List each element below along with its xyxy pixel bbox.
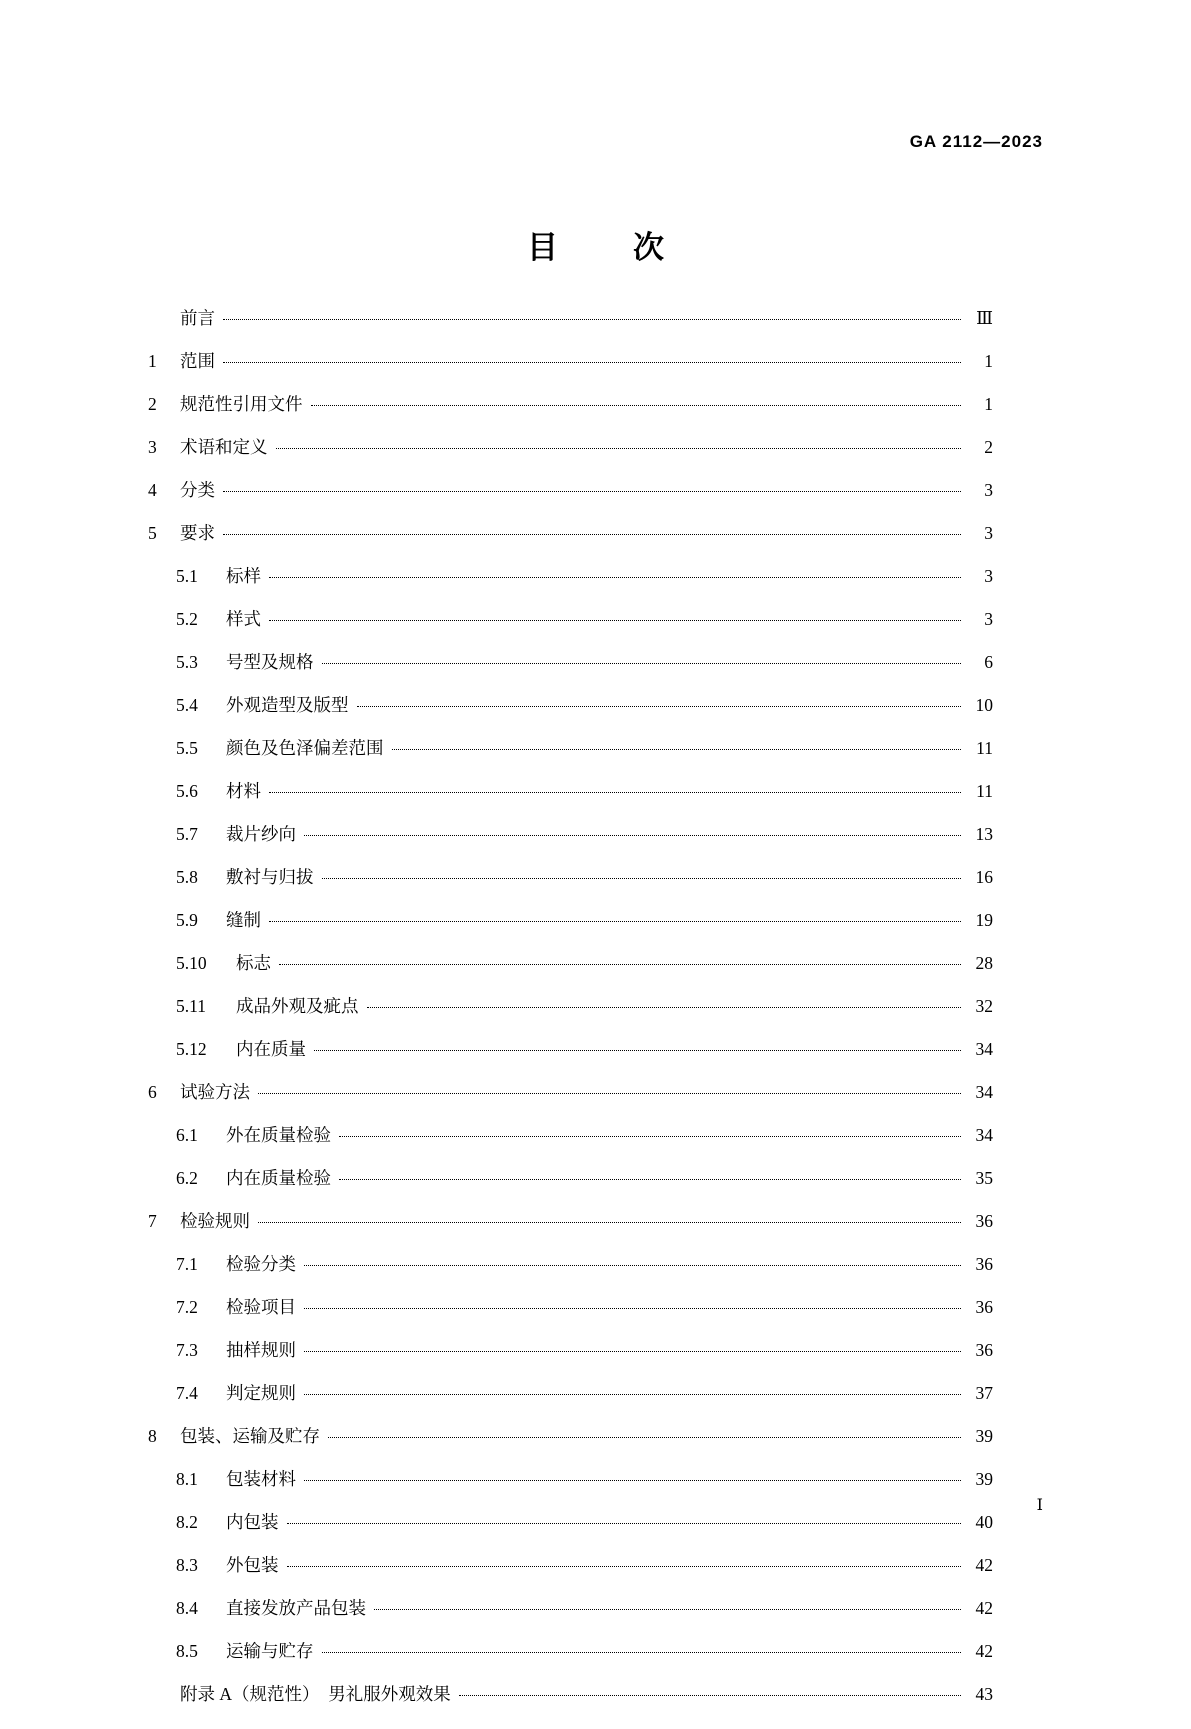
- toc-entry-page: 6: [984, 652, 993, 672]
- toc-entry-label: 标志: [236, 953, 271, 973]
- toc-entry-number: 5.5: [176, 738, 198, 758]
- toc-leader-dots: [314, 1049, 961, 1051]
- toc-entry-page: 3: [984, 609, 993, 629]
- toc-entry[interactable]: [148, 1557, 993, 1600]
- toc-leader-dots: [258, 1221, 961, 1223]
- toc-leader-dots: [287, 1565, 962, 1567]
- toc-entry-page: 36: [975, 1211, 993, 1231]
- toc-entry-page: 36: [975, 1340, 993, 1360]
- toc-entry[interactable]: [148, 1041, 993, 1084]
- toc-entry[interactable]: [148, 1686, 993, 1729]
- toc-leader-dots: [269, 619, 961, 621]
- toc-entry-page: 40: [975, 1512, 993, 1532]
- toc-entry[interactable]: [148, 654, 993, 697]
- toc-leader-dots: [304, 1350, 961, 1352]
- toc-leader-dots: [287, 1522, 962, 1524]
- toc-entry-number: 5.7: [176, 824, 198, 844]
- toc-entry[interactable]: [148, 1084, 993, 1127]
- toc-entry-number: 8.4: [176, 1598, 198, 1618]
- toc-entry[interactable]: [148, 1213, 993, 1256]
- toc-entry-label: 外包装: [226, 1555, 279, 1575]
- toc-entry-page: 13: [975, 824, 993, 844]
- toc-entry-number: 7.2: [176, 1297, 198, 1317]
- toc-entry-page: Ⅲ: [976, 308, 993, 328]
- toc-entry[interactable]: [148, 310, 993, 353]
- toc-entry[interactable]: [148, 998, 993, 1041]
- toc-entry-number: 2: [148, 394, 157, 414]
- toc-leader-dots: [392, 748, 962, 750]
- toc-entry[interactable]: [148, 611, 993, 654]
- toc-entry-page: 3: [984, 523, 993, 543]
- toc-entry-label: 包装材料: [226, 1469, 296, 1489]
- toc-entry-number: 7: [148, 1211, 157, 1231]
- toc-entry-page: 1: [984, 394, 993, 414]
- toc-entry-label: 检验分类: [226, 1254, 296, 1274]
- toc-entry-page: 19: [975, 910, 993, 930]
- toc-leader-dots: [357, 705, 962, 707]
- toc-entry-number: 8.1: [176, 1469, 198, 1489]
- toc-entry-page: 34: [975, 1125, 993, 1145]
- toc-entry-number: 7.3: [176, 1340, 198, 1360]
- toc-entry-number: 1: [148, 351, 157, 371]
- toc-entry[interactable]: [148, 1342, 993, 1385]
- toc-leader-dots: [223, 318, 961, 320]
- toc-leader-dots: [339, 1178, 961, 1180]
- toc-leader-dots: [311, 404, 962, 406]
- toc-entry-page: 36: [975, 1254, 993, 1274]
- toc-entry[interactable]: [148, 568, 993, 611]
- toc-entry-number: 5.6: [176, 781, 198, 801]
- toc-entry-page: 1: [984, 351, 993, 371]
- toc-entry-label: 内在质量检验: [226, 1168, 331, 1188]
- toc-entry-label: 成品外观及疵点: [236, 996, 359, 1016]
- toc-entry[interactable]: [148, 439, 993, 482]
- toc-leader-dots: [374, 1608, 961, 1610]
- toc-entry-number: 5.1: [176, 566, 198, 586]
- toc-entry-page: 34: [975, 1039, 993, 1059]
- toc-entry-label: 缝制: [226, 910, 261, 930]
- toc-entry-number: 6.1: [176, 1125, 198, 1145]
- toc-entry-number: 5: [148, 523, 157, 543]
- toc-entry-label: 标样: [226, 566, 261, 586]
- toc-entry-label: 分类: [180, 480, 215, 500]
- toc-entry[interactable]: [148, 1170, 993, 1213]
- toc-entry[interactable]: [148, 740, 993, 783]
- toc-entry[interactable]: [148, 1600, 993, 1643]
- toc-entry[interactable]: [148, 1127, 993, 1170]
- toc-leader-dots: [367, 1006, 962, 1008]
- toc-leader-dots: [269, 791, 961, 793]
- toc-entry[interactable]: [148, 525, 993, 568]
- toc-entry-page: 3: [984, 566, 993, 586]
- toc-entry-label: 内包装: [226, 1512, 279, 1532]
- toc-entry-label: 判定规则: [226, 1383, 296, 1403]
- toc-entry[interactable]: [148, 1385, 993, 1428]
- toc-leader-dots: [459, 1694, 961, 1696]
- toc-entry-label: 颜色及色泽偏差范围: [226, 738, 384, 758]
- toc-entry-number: 7.4: [176, 1383, 198, 1403]
- toc-entry-page: 39: [975, 1469, 993, 1489]
- toc-entry-label: 规范性引用文件: [180, 394, 303, 414]
- toc-entry-number: 5.9: [176, 910, 198, 930]
- toc-entry-label: 包装、运输及贮存: [180, 1426, 320, 1446]
- toc-leader-dots: [223, 533, 961, 535]
- toc-entry[interactable]: [148, 783, 993, 826]
- toc-entry-label: 前言: [180, 308, 215, 328]
- toc-leader-dots: [304, 834, 961, 836]
- toc-leader-dots: [269, 920, 961, 922]
- toc-entry-label: 检验规则: [180, 1211, 250, 1231]
- toc-entry[interactable]: [148, 869, 993, 912]
- toc-entry[interactable]: [148, 1428, 993, 1471]
- toc-entry[interactable]: [148, 697, 993, 740]
- toc-entry-label: 外观造型及版型: [226, 695, 349, 715]
- toc-entry[interactable]: [148, 955, 993, 998]
- toc-leader-dots: [304, 1264, 961, 1266]
- toc-entry[interactable]: [148, 1471, 993, 1514]
- toc-entry-label: 检验项目: [226, 1297, 296, 1317]
- toc-entry[interactable]: [148, 1256, 993, 1299]
- toc-entry[interactable]: [148, 912, 993, 955]
- toc-entry-label: 运输与贮存: [226, 1641, 314, 1661]
- toc-entry-label: 裁片纱向: [226, 824, 296, 844]
- toc-entry-label: 外在质量检验: [226, 1125, 331, 1145]
- standard-code-header: GA 2112—2023: [909, 132, 1043, 151]
- toc-leader-dots: [223, 361, 961, 363]
- toc-entry-number: 5.4: [176, 695, 198, 715]
- toc-entry-page: 16: [975, 867, 993, 887]
- toc-entry-page: 34: [975, 1082, 993, 1102]
- toc-entry-page: 42: [975, 1641, 993, 1661]
- toc-entry-number: 8.5: [176, 1641, 198, 1661]
- toc-leader-dots: [322, 1651, 962, 1653]
- toc-entry-number: 8.3: [176, 1555, 198, 1575]
- toc-entry[interactable]: [148, 353, 993, 396]
- toc-entry-page: 39: [975, 1426, 993, 1446]
- toc-entry[interactable]: [148, 826, 993, 869]
- toc-leader-dots: [258, 1092, 961, 1094]
- toc-entry-label: 试验方法: [180, 1082, 250, 1102]
- toc-leader-dots: [304, 1393, 961, 1395]
- toc-entry[interactable]: [148, 1514, 993, 1557]
- toc-entry-label: 抽样规则: [226, 1340, 296, 1360]
- toc-leader-dots: [276, 447, 962, 449]
- toc-entry-number: 4: [148, 480, 157, 500]
- toc-entry-number: 8.2: [176, 1512, 198, 1532]
- toc-entry-page: 42: [975, 1555, 993, 1575]
- toc-entry-page: 2: [984, 437, 993, 457]
- toc-leader-dots: [322, 877, 962, 879]
- toc-entry-label: 材料: [226, 781, 261, 801]
- toc-entry[interactable]: [148, 396, 993, 439]
- toc-entry-label: 敷衬与归拔: [226, 867, 314, 887]
- table-of-contents: [148, 310, 993, 1729]
- toc-leader-dots: [304, 1307, 961, 1309]
- toc-entry-page: 11: [976, 781, 993, 801]
- toc-entry[interactable]: [148, 1299, 993, 1342]
- toc-leader-dots: [322, 662, 962, 664]
- toc-leader-dots: [328, 1436, 961, 1438]
- toc-entry-number: 7.1: [176, 1254, 198, 1274]
- toc-entry-number: 8: [148, 1426, 157, 1446]
- toc-entry-number: 5.12: [176, 1039, 207, 1059]
- toc-entry-label: 范围: [180, 351, 215, 371]
- toc-entry-label: 样式: [226, 609, 261, 629]
- toc-entry-page: 42: [975, 1598, 993, 1618]
- toc-entry-label: 要求: [180, 523, 215, 543]
- toc-entry-page: 35: [975, 1168, 993, 1188]
- toc-entry-number: 5.3: [176, 652, 198, 672]
- toc-entry-label: 直接发放产品包装: [226, 1598, 366, 1618]
- toc-entry[interactable]: [148, 482, 993, 525]
- toc-entry-page: 36: [975, 1297, 993, 1317]
- toc-entry-label: 术语和定义: [180, 437, 268, 457]
- toc-entry-number: 5.11: [176, 996, 206, 1016]
- toc-leader-dots: [339, 1135, 961, 1137]
- toc-entry-number: 5.2: [176, 609, 198, 629]
- toc-entry-label: 附录 A（规范性） 男礼服外观效果: [180, 1684, 451, 1704]
- toc-entry-number: 5.8: [176, 867, 198, 887]
- page-title: 目 次: [527, 230, 686, 265]
- toc-entry-page: 10: [975, 695, 993, 715]
- toc-entry-page: 37: [975, 1383, 993, 1403]
- toc-entry-page: 43: [975, 1684, 993, 1704]
- toc-entry-page: 3: [984, 480, 993, 500]
- toc-entry-number: 3: [148, 437, 157, 457]
- toc-leader-dots: [223, 490, 961, 492]
- toc-entry-number: 5.10: [176, 953, 207, 973]
- toc-entry-page: 28: [975, 953, 993, 973]
- toc-entry-page: 32: [975, 996, 993, 1016]
- page-number: Ⅰ: [1036, 1497, 1043, 1514]
- toc-leader-dots: [269, 576, 961, 578]
- toc-leader-dots: [279, 963, 961, 965]
- toc-entry[interactable]: [148, 1643, 993, 1686]
- toc-entry-page: 11: [976, 738, 993, 758]
- toc-entry-number: 6.2: [176, 1168, 198, 1188]
- toc-entry-label: 内在质量: [236, 1039, 306, 1059]
- toc-entry-number: 6: [148, 1082, 157, 1102]
- toc-entry-label: 号型及规格: [226, 652, 314, 672]
- toc-leader-dots: [304, 1479, 961, 1481]
